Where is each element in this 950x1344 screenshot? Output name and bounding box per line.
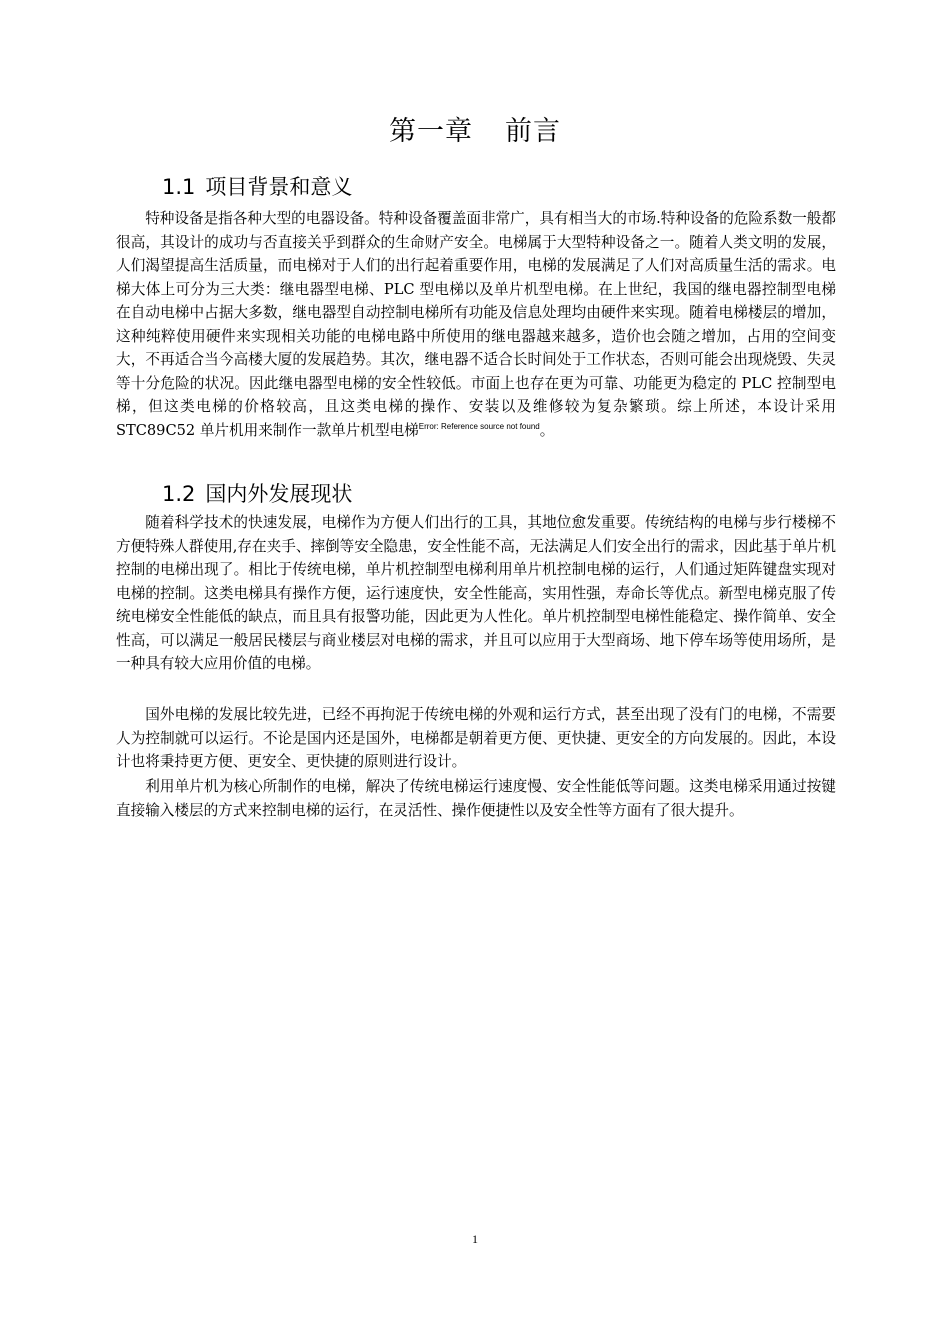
page-number: 1: [472, 1232, 478, 1246]
section-heading-1-2: [162, 479, 352, 509]
paragraph-text: 随着科学技术的快速发展，电梯作为方便人们出行的工具，其地位愈发重要。传统结构的电梯与步行楼梯不方便特殊人群使用,存在夹手、摔倒等安全隐患，安全性能不高，无法满足人们安全出行的需求，因此基于单片机控制的电梯出现了。相比于传统电梯，单片机控制型电梯利用单片机控制电梯的运行，人们通过矩阵键盘实现对电梯的控制。这类电梯具有操作方便，运行速度快，安全性能高，实用性强，寿命长等优点。新型电梯克服了传统电梯安全性能低的缺点，而且具有报警功能，因此更为人性化。单片机控制型电梯性能稳定、操作简单、安全性高，可以满足一般居民楼层与商业楼层对电梯的需求，并且可以应用于大型商场、地下停车场等使用场所，是一种具有较大应用价值的电梯。: [116, 514, 836, 672]
chapter-number: 第一章: [389, 116, 473, 147]
section-number: 1.2: [162, 482, 196, 506]
paragraph-text: 国外电梯的发展比较先进，已经不再拘泥于传统电梯的外观和运行方式，甚至出现了没有门的电梯，不需要人为控制就可以运行。不论是国内还是国外，电梯都是朝着更方便、更快捷、更安全的方向发展的。因此，本设计也将秉持更方便、更安全、更快捷的原则进行设计。: [116, 706, 836, 770]
section-title: 国内外发展现状: [205, 482, 353, 506]
section-number: 1.1: [162, 175, 196, 199]
paragraph-status-3: [116, 775, 836, 822]
paragraph-status-2: [116, 703, 836, 774]
chapter-name: 前言: [505, 116, 561, 147]
reference-error-note: Error: Reference source not found: [418, 421, 540, 431]
paragraph-tail: 。: [539, 421, 555, 439]
paragraph-text: 特种设备是指各种大型的电器设备。特种设备覆盖面非常广，具有相当大的市场.特种设备的危险系数一般都很高，其设计的成功与否直接关乎到群众的生命财产安全。电梯属于大型特种设备之一。随着人类文明的发展，人们渴望提高生活质量，而电梯对于人们的出行起着重要作用，电梯的发展满足了人们对高质量生活的需求。电梯大体上可分为三大类：继电器型电梯、PLC 型电梯以及单片机型电梯。在上世纪，我国的继电器控制型电梯在自动电梯中占据大多数，继电器型自动控制电梯所有功能及信息处理均由硬件来实现。随着电梯楼层的增加，这种纯粹使用硬件来实现相关功能的电梯电路中所使用的继电器越来越多，造价也会随之增加，占用的空间变大，不再适合当今高楼大厦的发展趋势。其次，继电器不适合长时间处于工作状态，否则可能会出现烧毁、失灵等十分危险的状况。因此继电器型电梯的安全性较低。市面上也存在更为可靠、功能更为稳定的 PLC 控制型电梯，但这类电梯的价格较高，且这类电梯的操作、安装以及维修较为复杂繁琐。综上所述，本设计采用 STC89C52 单片机用来制作一款单片机型电梯: [116, 210, 836, 439]
paragraph-text: 利用单片机为核心所制作的电梯，解决了传统电梯运行速度慢、安全性能低等问题。这类电梯采用通过按键直接输入楼层的方式来控制电梯的运行，在灵活性、操作便捷性以及安全性等方面有了很大提升。: [116, 778, 836, 819]
chapter-title: [0, 112, 950, 152]
paragraph-status-1: [116, 511, 836, 676]
section-heading-1-1: [162, 172, 352, 202]
paragraph-background: [116, 207, 836, 442]
section-title: 项目背景和意义: [205, 175, 353, 199]
